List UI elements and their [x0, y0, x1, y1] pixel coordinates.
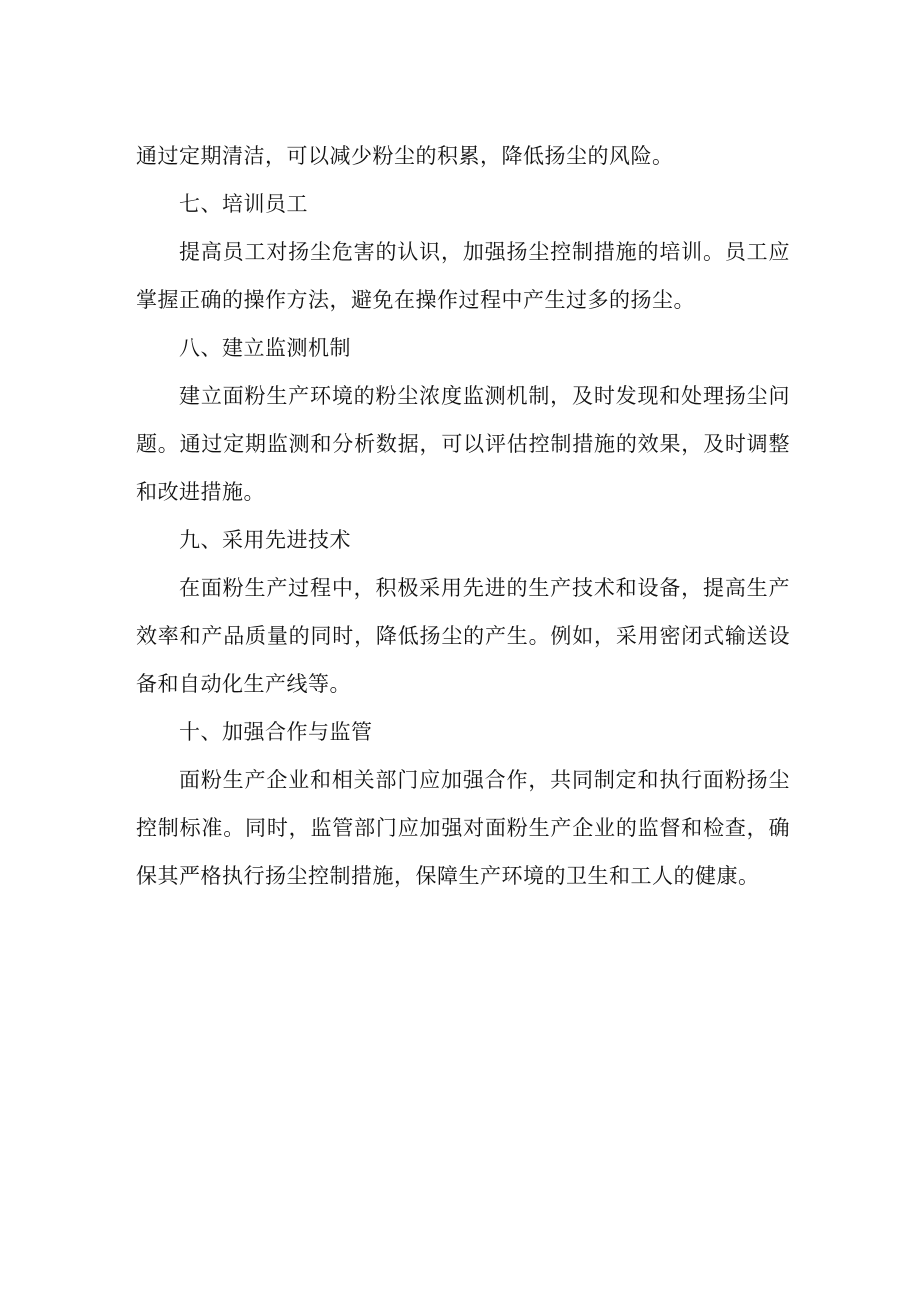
section-heading-8: 八、建立监测机制: [179, 336, 351, 360]
paragraph-cleaning-continuation: 通过定期清洁，可以减少粉尘的积累，降低扬尘的风险。: [136, 144, 674, 168]
section-heading-7: 七、培训员工: [179, 192, 308, 216]
paragraph-advanced-tech: 在面粉生产过程中，积极采用先进的生产技术和设备，提高生产效率和产品质量的同时，降低扬尘的产生。例如，采用密闭式输送设备和自动化生产线等。: [136, 576, 790, 696]
section-heading-10: 十、加强合作与监管: [179, 720, 373, 744]
section-heading-9: 九、采用先进技术: [179, 528, 351, 552]
paragraph-monitoring: 建立面粉生产环境的粉尘浓度监测机制，及时发现和处理扬尘问题。通过定期监测和分析数据，可以评估控制措施的效果，及时调整和改进措施。: [136, 384, 790, 504]
paragraph-train-staff: 提高员工对扬尘危害的认识，加强扬尘控制措施的培训。员工应掌握正确的操作方法，避免在操作过程中产生过多的扬尘。: [136, 240, 790, 312]
document-body: [136, 132, 790, 900]
paragraph-cooperation: 面粉生产企业和相关部门应加强合作，共同制定和执行面粉扬尘控制标准。同时，监管部门应加强对面粉生产企业的监督和检查，确保其严格执行扬尘控制措施，保障生产环境的卫生和工人的健康。: [136, 768, 790, 888]
